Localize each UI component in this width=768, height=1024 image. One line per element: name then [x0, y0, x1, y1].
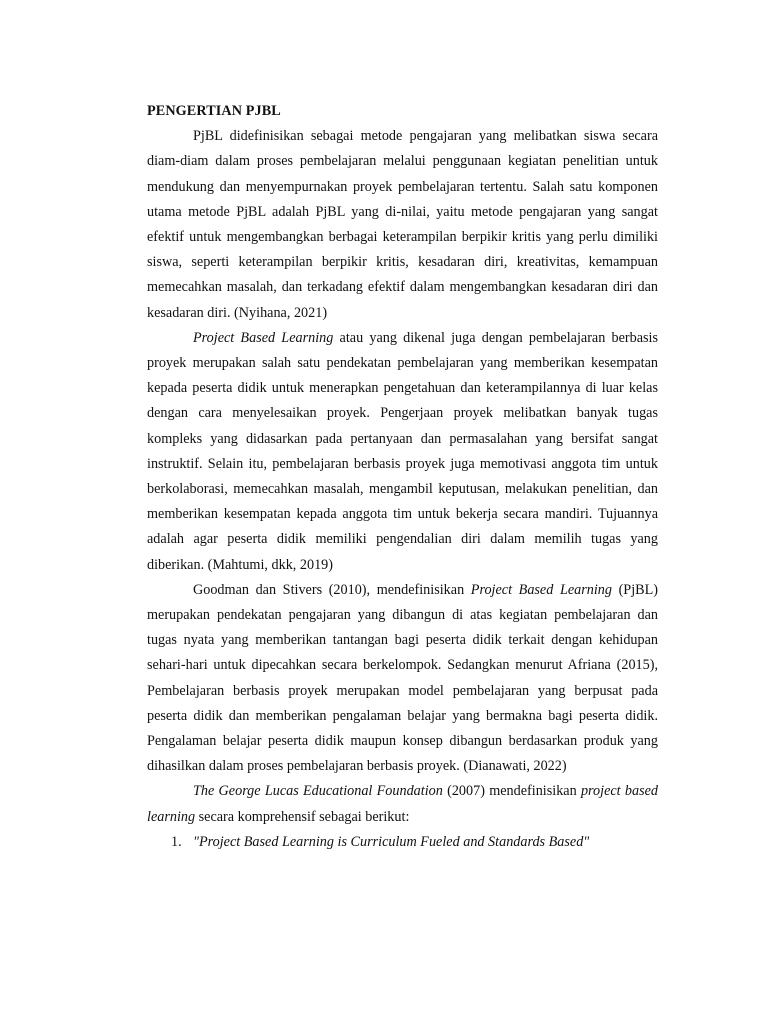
paragraph-goodman-stivers [147, 578, 658, 780]
list-number: 1. [171, 833, 182, 850]
list-item [147, 830, 658, 855]
paragraph-text: (PjBL) merupakan pendekatan pengajaran yang dibangun di atas kegiatan pembelajaran dan tugas nyata yang memberikan tantangan bagi peserta didik terkait dengan kehidupan sehari-hari untuk dipecahkan secara berkelompok. Sedangkan menurut Afriana (2015), Pembelajaran berbasis proyek merupakan model pembelajaran yang berpusat pada peserta didik dan memberikan pengalaman belajar yang bermakna bagi peserta didik. Pengalaman belajar peserta didik maupun konsep dibangun berdasarkan produk yang dihasilkan dalam proses pembelajaran berbasis proyek. (Dianawati, 2022) [147, 581, 658, 775]
paragraph-pjbl-definition [147, 124, 658, 326]
paragraph-george-lucas [147, 779, 658, 829]
paragraph-text: PjBL didefinisikan sebagai metode pengajaran yang melibatkan siswa secara diam-diam dalam proses pembelajaran melalui penggunaan kegiatan penelitian untuk mendukung dan menyempurnakan proyek pembelajaran tertentu. Salah satu komponen utama metode PjBL adalah PjBL yang di-nilai, yaitu metode pengajaran yang sangat efektif untuk mengembangkan berbagai keterampilan berpikir kritis yang perlu dimiliki siswa, seperti keterampilan berpikir kritis, kesadaran diri, kreativitas, kemampuan memecahkan masalah, dan terkadang efektif dalam mengembangkan kesadaran diri dan kesadaran diri. (Nyihana, 2021) [147, 128, 658, 321]
section-heading: PENGERTIAN PJBL [147, 103, 281, 119]
paragraph-text: secara komprehensif sebagai berikut: [195, 808, 410, 825]
italic-term: project based learning [147, 783, 658, 825]
paragraph-lead: Goodman dan Stivers (2010), mendefinisikan [193, 581, 471, 598]
italic-organization: The George Lucas Educational Foundation [193, 783, 443, 800]
italic-term: Project Based Learning [193, 329, 334, 346]
document-body [147, 99, 658, 855]
paragraph-mid: (2007) mendefinisikan [442, 783, 581, 800]
italic-term: Project Based Learning [470, 581, 612, 598]
definition-list [147, 830, 658, 855]
paragraph-text: atau yang dikenal juga dengan pembelajaran berbasis proyek merupakan salah satu pendekatan pembelajaran yang memberikan kesempatan kepada peserta didik untuk menerapkan pengetahuan dan keterampilannya di luar kelas dengan cara menyelesaikan proyek. Pengerjaan proyek melibatkan banyak tugas kompleks yang didasarkan pada pertanyaan dan permasalahan yang bersifat sangat instruktif. Selain itu, pembelajaran berbasis proyek juga memotivasi anggota tim untuk berkolaborasi, memecahkan masalah, mengambil keputusan, melakukan penelitian, dan memberikan kesempatan kepada anggota tim untuk bekerja secara mandiri. Tujuannya adalah agar peserta didik memiliki pengendalian diri dalam memilih tugas yang diberikan. (Mahtumi, dkk, 2019) [147, 329, 659, 573]
paragraph-project-based-learning [147, 326, 658, 578]
list-item-text: "Project Based Learning is Curriculum Fueled and Standards Based" [193, 833, 590, 850]
